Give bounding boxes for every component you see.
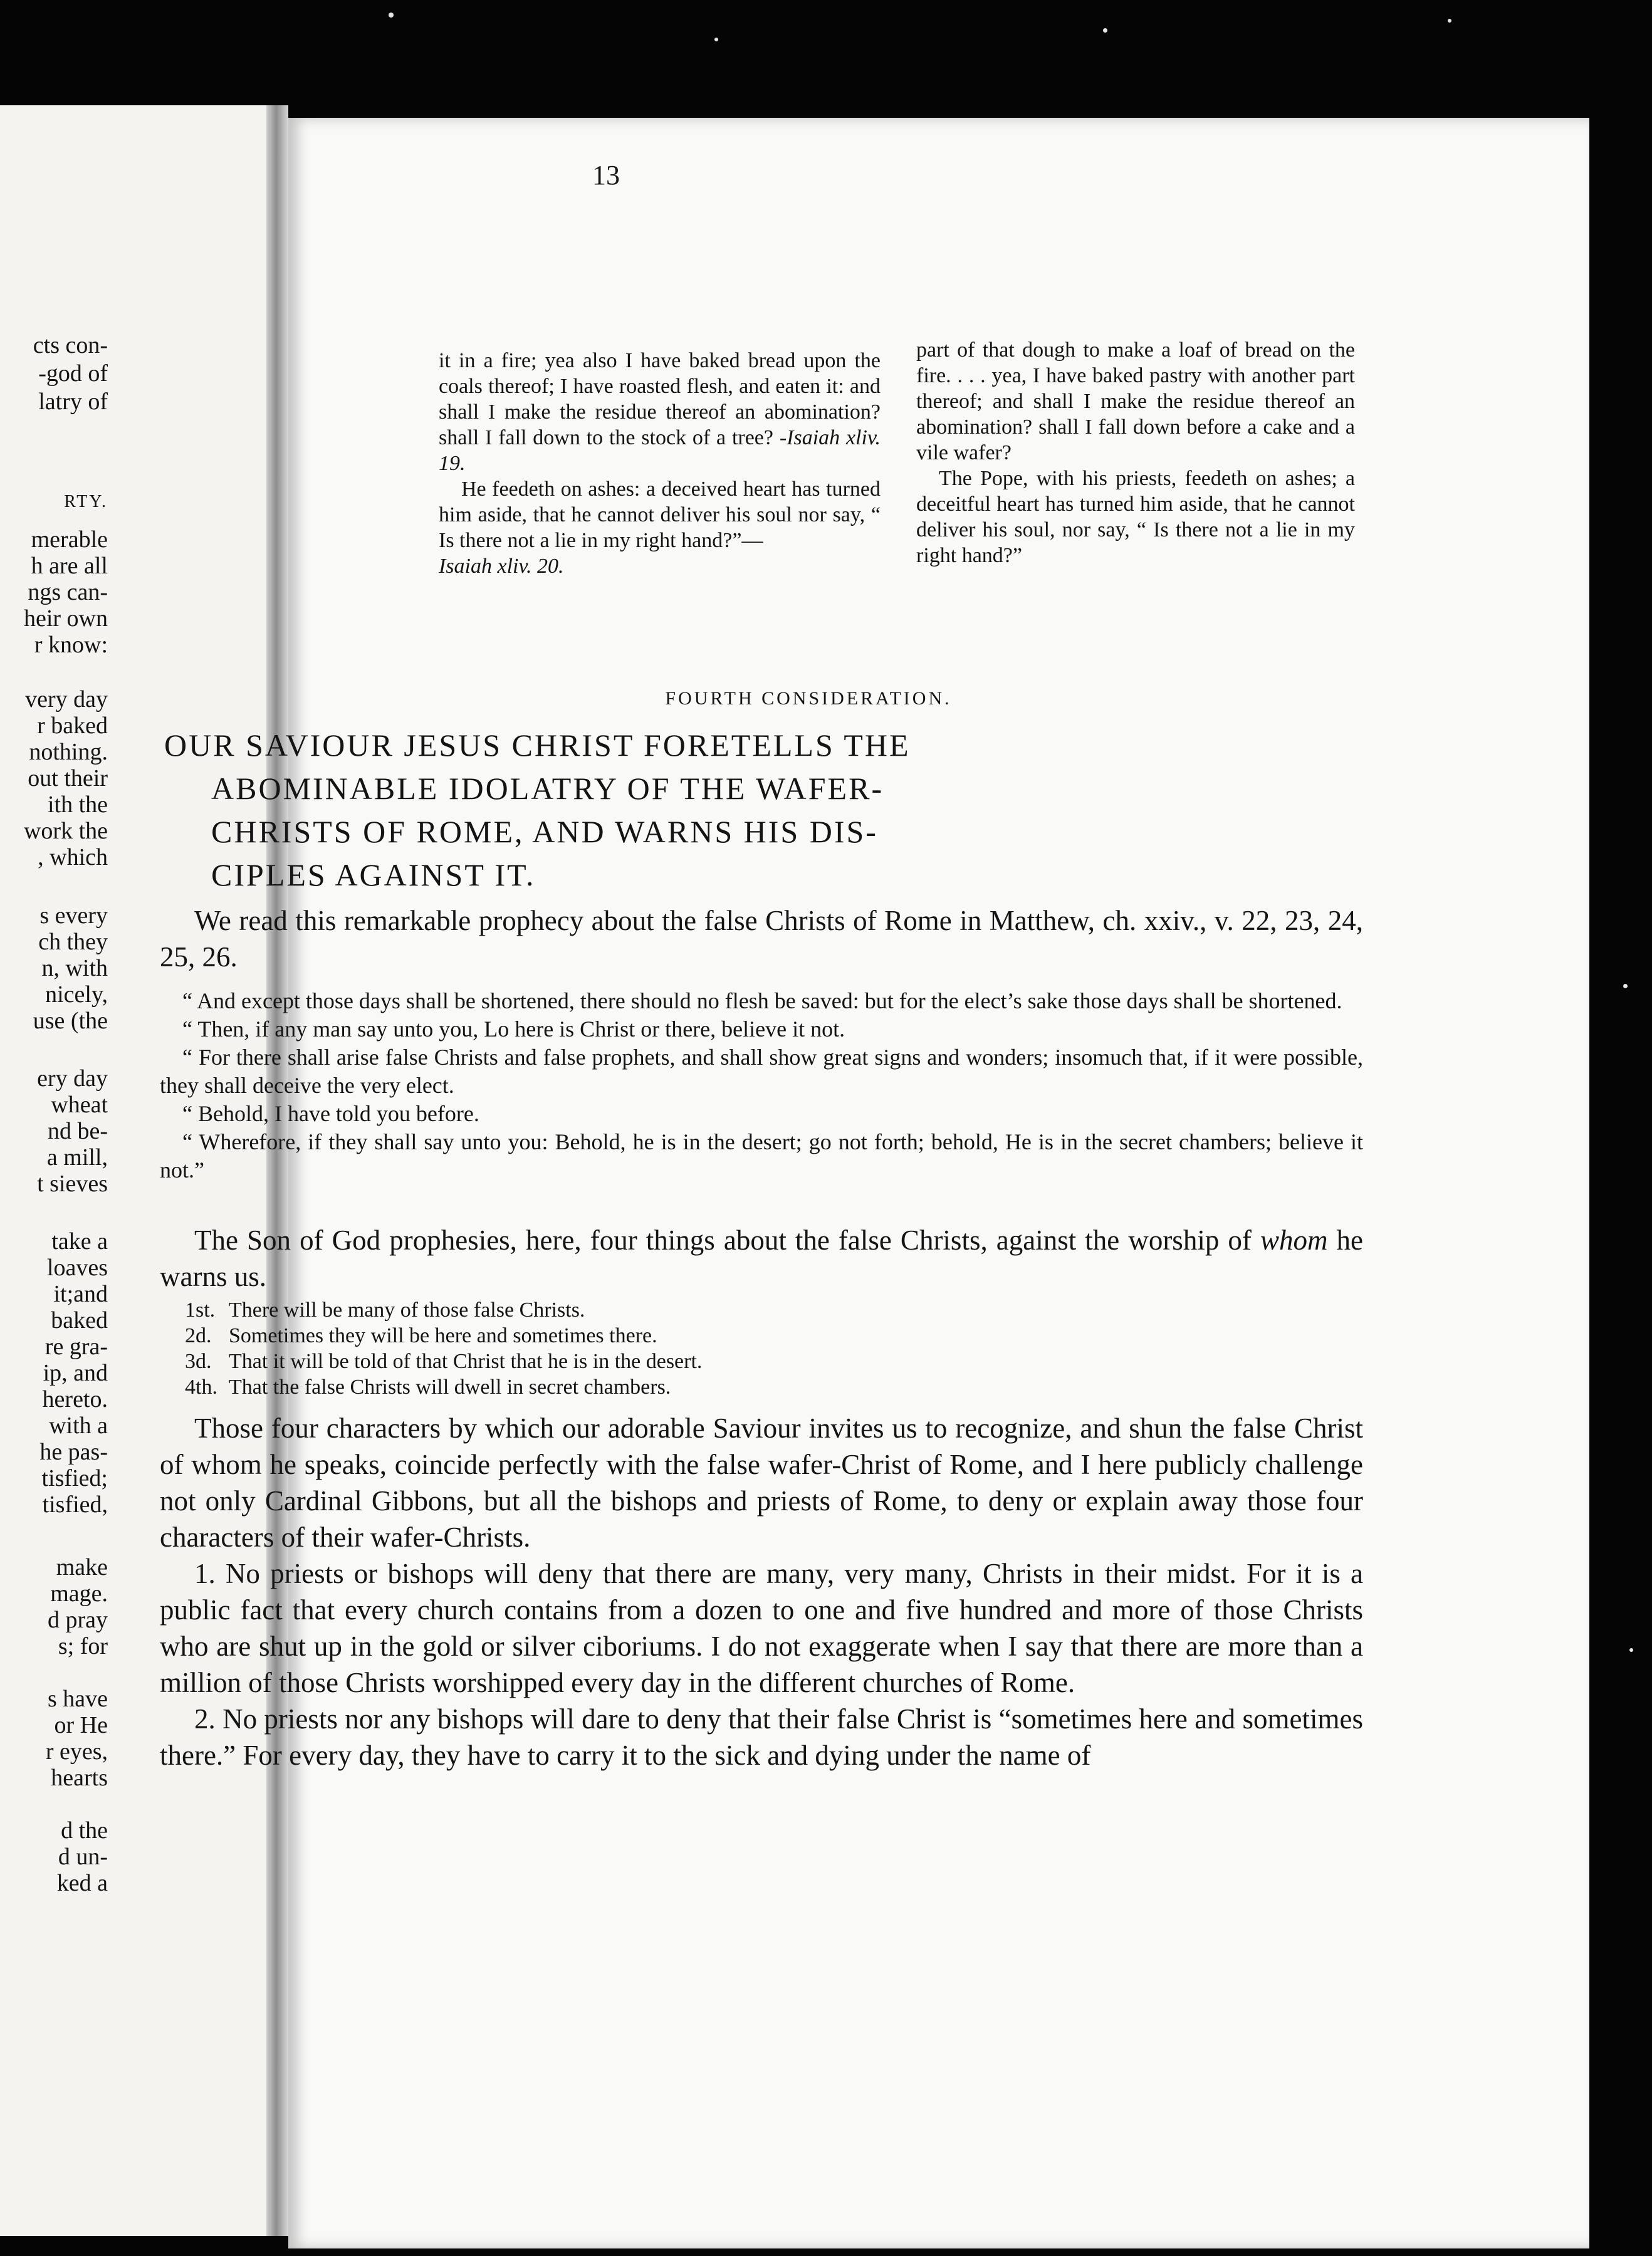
quote-verse: “ And except those days shall be shortened, there should no flesh be saved: but for the elect’s sake those days shall be shortened. xyxy=(182,988,1342,1013)
dust-speck xyxy=(1448,19,1451,23)
left-page-fragment: n, with xyxy=(41,955,108,981)
point-2-paragraph: 2. No priests nor any bishops will dare to deny that their false Christ is “sometimes here and sometimes there.” For every day, they have to carry it to the sick and dying under the name of xyxy=(160,1703,1363,1771)
quote-verse: “ Behold, I have told you before. xyxy=(182,1101,479,1126)
left-page-fragment: nicely, xyxy=(45,981,108,1008)
dust-speck xyxy=(1103,28,1107,33)
left-page-fragment: d pray xyxy=(47,1607,108,1633)
left-page-fragment: merable xyxy=(31,526,108,553)
left-page-fragment: RTY. xyxy=(64,492,108,511)
page-number: 13 xyxy=(592,160,620,191)
prophecy-paragraph: The Son of God prophesies, here, four things about the false Christs, against the worship of whom he warns us. xyxy=(160,1225,1363,1292)
left-page-fragment: or He xyxy=(54,1712,108,1738)
left-page-fragment: wheat xyxy=(51,1092,108,1118)
left-page-fragment: mage. xyxy=(50,1580,108,1607)
left-page-fragment: , which xyxy=(38,844,108,870)
left-page-fragment: cts con- xyxy=(33,332,108,358)
left-page-fragment: nothing. xyxy=(29,739,108,765)
left-page-fragment: hearts xyxy=(51,1765,108,1791)
four-things-list xyxy=(185,1297,1125,1400)
scripture-quote xyxy=(160,987,1363,1184)
quote-verse: “ For there shall arise false Christs and false prophets, and shall show great signs and wonders; insomuch that, if it were possible, they shall deceive the very elect. xyxy=(160,1045,1363,1098)
quote-verse: “ Then, if any man say unto you, Lo here is Christ or there, believe it not. xyxy=(182,1016,845,1042)
left-page-fragment: a mill, xyxy=(46,1144,108,1171)
dust-speck xyxy=(389,13,394,18)
left-page-fragment: r baked xyxy=(37,713,108,739)
title-line: CIPLES AGAINST IT. xyxy=(211,857,536,892)
section-heading: FOURTH CONSIDERATION. xyxy=(665,688,952,709)
left-page-fragment: he pas- xyxy=(39,1439,108,1465)
left-page-fragment: very day xyxy=(25,686,108,713)
left-page-fragment: h are all xyxy=(31,553,108,579)
left-page-fragment: work the xyxy=(23,818,108,844)
left-page-fragment: ch they xyxy=(38,929,108,955)
left-page-fragment: r know: xyxy=(34,632,108,658)
body-paragraphs xyxy=(160,1410,1363,1773)
right-column-para-2: The Pope, with his priests, feedeth on ashes; a deceitful heart has turned him aside, that he cannot deliver his soul, nor say, “ Is there not a lie in my right hand?” xyxy=(916,467,1355,567)
left-column xyxy=(439,348,881,579)
left-page-fragment: tisfied; xyxy=(41,1465,108,1491)
left-page-fragment: s every xyxy=(39,902,108,929)
left-column-para-1: it in a fire; yea also I have baked bread upon the coals thereof; I have roasted flesh, and eaten it: and shall I make the residue thereof an abomination? shall I fall down to the stock of a tree? -Isaiah xliv. 19. xyxy=(439,349,881,475)
left-page-fragment: ip, and xyxy=(43,1360,108,1386)
left-page-fragment: baked xyxy=(51,1307,108,1334)
left-page-fragment: loaves xyxy=(46,1255,108,1281)
list-item: 4th. That the false Christs will dwell in secret chambers. xyxy=(185,1376,671,1399)
right-column-para-1: part of that dough to make a loaf of bread on the fire. . . . yea, I have baked pastry with another part thereof; and shall I make the residue thereof an abomination? shall I fall down before a cake and a vile wafer? xyxy=(916,338,1355,464)
left-page-fragment: ked a xyxy=(56,1870,108,1896)
left-page-fragment: r eyes, xyxy=(45,1738,108,1765)
left-page-fragment: nd be- xyxy=(47,1118,108,1144)
list-item: 3d. That it will be told of that Christ that he is in the desert. xyxy=(185,1350,703,1373)
left-page-fragment: use (the xyxy=(33,1008,108,1034)
title-line: CHRISTS OF ROME, AND WARNS HIS DIS- xyxy=(211,814,878,849)
left-page-fragment: ith the xyxy=(47,791,108,818)
chapter-title xyxy=(164,724,1355,897)
citation: Isaiah xliv. 20. xyxy=(439,555,564,578)
left-page-fragment: latry of xyxy=(38,389,108,415)
left-page-fragment: tisfied, xyxy=(42,1491,108,1518)
left-page-fragment: ery day xyxy=(37,1065,108,1092)
left-page-fragment: out their xyxy=(28,765,108,791)
left-page-fragment: make xyxy=(56,1554,108,1580)
left-page-fragment: heir own xyxy=(23,605,108,632)
left-page-fragment: it;and xyxy=(53,1281,108,1307)
characters-paragraph: Those four characters by which our adorable Saviour invites us to recognize, and shun the false Christ of whom he speaks, coincide perfectly with the false wafer-Christ of Rome, and I here publicly challenge not only Cardinal Gibbons, but all the bishops and priests of Rome, to deny or explain away those four characters of their wafer-Christs. xyxy=(160,1413,1363,1553)
citation: -Isaiah xliv. 19. xyxy=(439,426,881,475)
list-item: 2d. Sometimes they will be here and sometimes there. xyxy=(185,1324,657,1347)
left-page-fragment: take a xyxy=(51,1228,108,1255)
quote-verse: “ Wherefore, if they shall say unto you: Behold, he is in the desert; go not forth; behold, He is in the secret chambers; believe it not.” xyxy=(160,1129,1363,1183)
dust-speck xyxy=(1623,984,1628,988)
left-page-fragment: s have xyxy=(47,1686,108,1712)
right-column xyxy=(916,337,1355,568)
intro-paragraph: We read this remarkable prophecy about the false Christs of Rome in Matthew, ch. xxiv., v. 22, 23, 24, 25, 26. xyxy=(160,905,1363,973)
left-page-fragment: hereto. xyxy=(42,1386,108,1413)
left-page-fragment: re gra- xyxy=(44,1334,108,1360)
title-line: OUR SAVIOUR JESUS CHRIST FORETELLS THE xyxy=(164,728,911,763)
left-page-fragment: s; for xyxy=(58,1633,108,1659)
left-page-fragment: t sieves xyxy=(37,1171,108,1197)
left-column-para-2: He feedeth on ashes: a deceived heart has turned him aside, that he cannot deliver his soul nor say, “ Is there not a lie in my right hand?”— Isaiah xliv. 20. xyxy=(439,478,881,578)
left-page-fragment: d the xyxy=(61,1817,108,1844)
list-item: 1st. There will be many of those false Christs. xyxy=(185,1298,585,1322)
left-page-fragment: with a xyxy=(49,1413,108,1439)
dust-speck xyxy=(714,38,718,41)
left-page-fragment: -god of xyxy=(38,360,108,387)
point-1-paragraph: 1. No priests or bishops will deny that there are many, very many, Christs in their midst. For it is a public fact that every church contains from a dozen to one and five hundred and more of those Christs who are shut up in the gold or silver ciboriums. I do not exaggerate when I say that there are more than a million of those Christs worshipped every day in the different churches of Rome. xyxy=(160,1558,1363,1698)
dust-speck xyxy=(1629,1648,1633,1652)
left-page-fragment: ngs can- xyxy=(28,579,108,605)
title-line: ABOMINABLE IDOLATRY OF THE WAFER- xyxy=(211,771,884,806)
left-page-fragment: d un- xyxy=(58,1844,108,1870)
